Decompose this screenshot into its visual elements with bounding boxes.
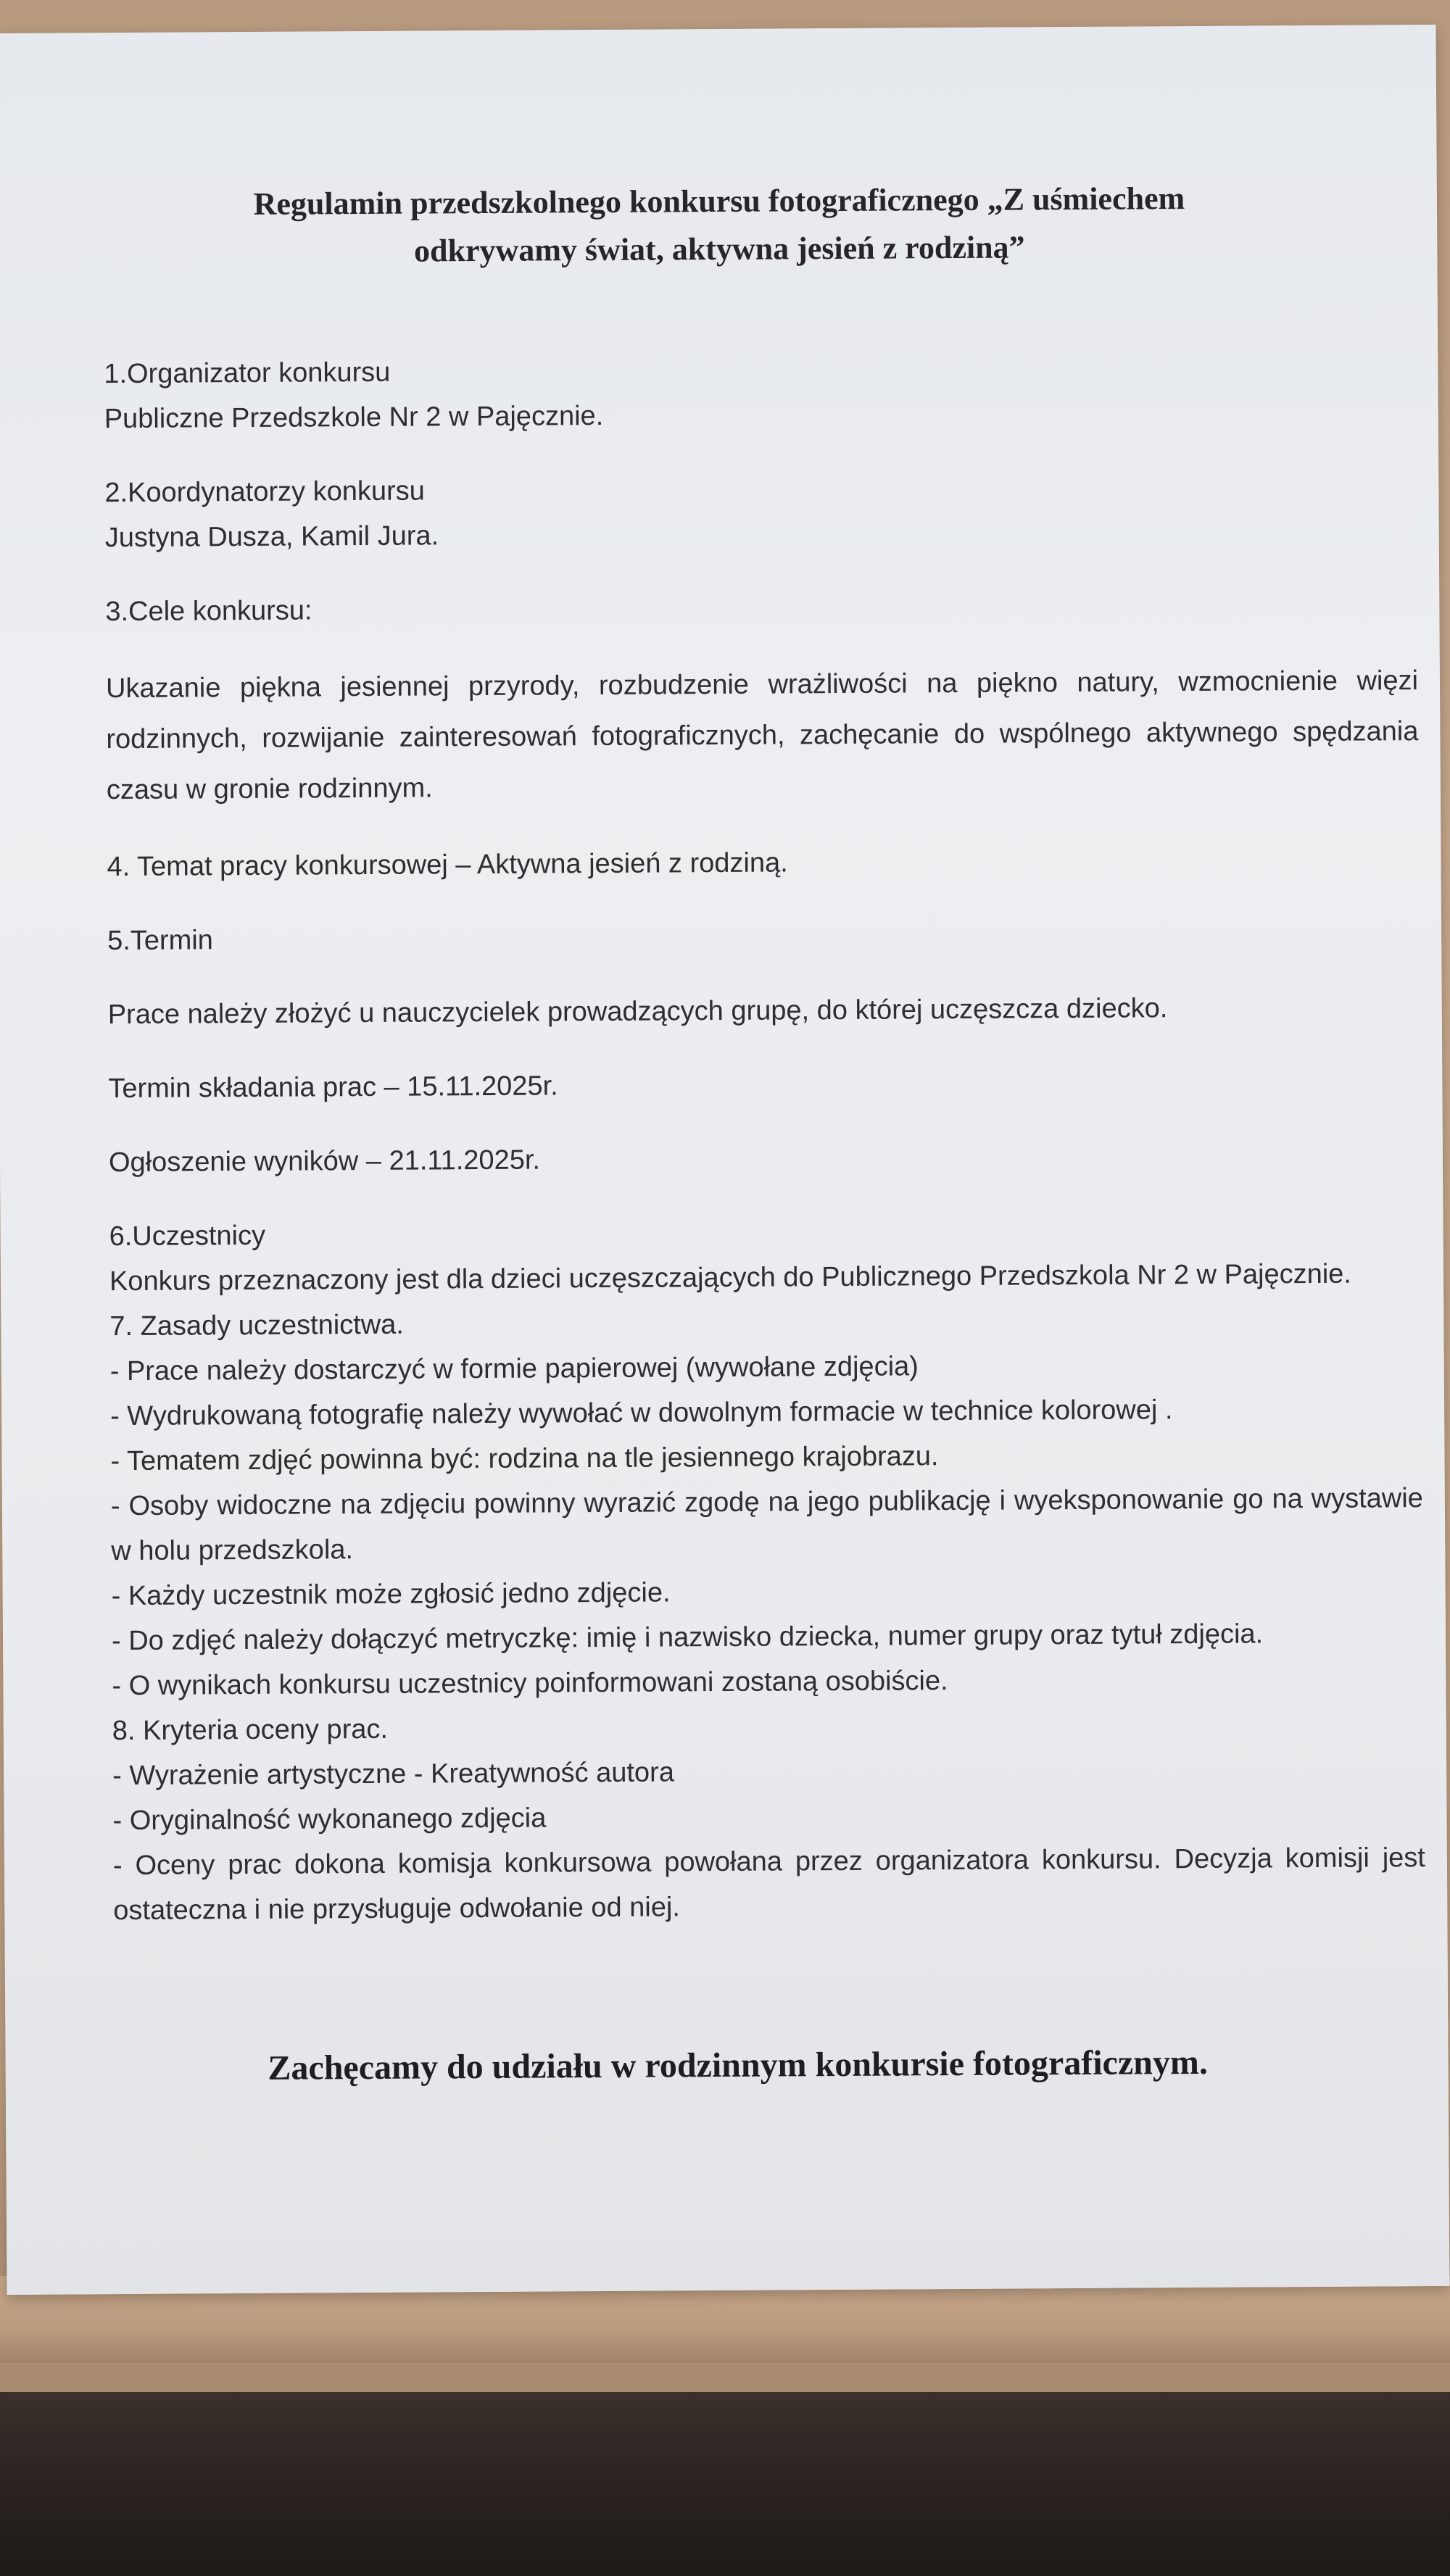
section-8-heading: 8. Kryteria oceny prac. (112, 1713, 389, 1747)
section-1-text: Publiczne Przedszkole Nr 2 w Pajęcznie. (104, 400, 604, 435)
rule-item: - Do zdjęć należy dołączyć metryczkę: imię i nazwisko dziecka, numer grupy oraz tytuł zdjęcia. (111, 1619, 1264, 1657)
section-5-deadline: Termin składania prac – 15.11.2025r. (108, 1071, 558, 1105)
floor-background (0, 2392, 1450, 2576)
rule-item: - Osoby widoczne na zdjęciu powinny wyrazić zgodę na jego publikację i wyeksponowanie go na wystawie w holu przedszkola. (110, 1483, 1423, 1567)
title-line-1: Regulamin przedszkolnego konkursu fotograficznego „Z uśmiechem (253, 180, 1185, 222)
rule-item: - Prace należy dostarczyć w formie papierowej (wywołane zdjęcia) (109, 1351, 919, 1387)
criteria-item: - Oryginalność wykonanego zdjęcia (112, 1803, 547, 1837)
section-3-text: Ukazanie piękna jesiennej przyrody, rozbudzenie wrażliwości na piękno natury, wzmocnienie więzi rodzinnych, rozwijanie zainteresowań fotograficznych, zachęcanie do wspólnego aktywnego spędzania czasu w gronie rodzinnym. (105, 665, 1419, 806)
criteria-item: - Oceny prac dokona komisja konkursowa powołana przez organizatora konkursu. Decyzja komisji jest ostateczna i nie przysługuje odwołanie od niej. (112, 1842, 1426, 1927)
section-3-heading: 3.Cele konkursu: (105, 595, 312, 628)
rule-item: - Tematem zdjęć powinna być: rodzina na tle jesiennego krajobrazu. (110, 1441, 939, 1477)
section-2-text: Justyna Dusza, Kamil Jura. (104, 520, 439, 554)
section-7-heading: 7. Zasady uczestnictwa. (109, 1309, 405, 1342)
section-2-heading: 2.Koordynatorzy konkursu (104, 475, 425, 509)
section-5-results: Ogłoszenie wyników – 21.11.2025r. (108, 1144, 541, 1179)
section-1-heading: 1.Organizator konkursu (104, 357, 391, 390)
rule-item: - Każdy uczestnik może zgłosić jedno zdjęcie. (111, 1577, 671, 1612)
title-line-2: odkrywamy świat, aktywna jesień z rodziną” (413, 229, 1025, 269)
paper-sheet (0, 25, 1450, 2295)
document-body (104, 344, 1425, 1933)
rule-item: - O wynikach konkursu uczestnicy poinformowani zostaną osobiście. (112, 1666, 948, 1702)
rule-item: - Wydrukowaną fotografię należy wywołać w dowolnym formacie w technice kolorowej . (110, 1395, 1173, 1432)
section-5-heading: 5.Termin (107, 925, 213, 957)
criteria-item: - Wyrażenie artystyczne - Kreatywność autora (112, 1757, 675, 1792)
closing-statement: Zachęcamy do udziału w rodzinnym konkursie fotograficznym. (268, 2043, 1209, 2087)
section-5-text: Prace należy złożyć u nauczycielek prowadzących grupę, do której uczęszcza dziecko. (107, 993, 1168, 1031)
document (0, 25, 1450, 2295)
section-4-text: 4. Temat pracy konkursowej – Aktywna jesień z rodziną. (107, 847, 788, 883)
section-6-heading: 6.Uczestnicy (109, 1220, 266, 1252)
document-title (110, 174, 1329, 277)
section-6-text: Konkurs przeznaczony jest dla dzieci uczęszczających do Publicznego Przedszkola Nr 2 w Pajęcznie. (109, 1258, 1352, 1297)
